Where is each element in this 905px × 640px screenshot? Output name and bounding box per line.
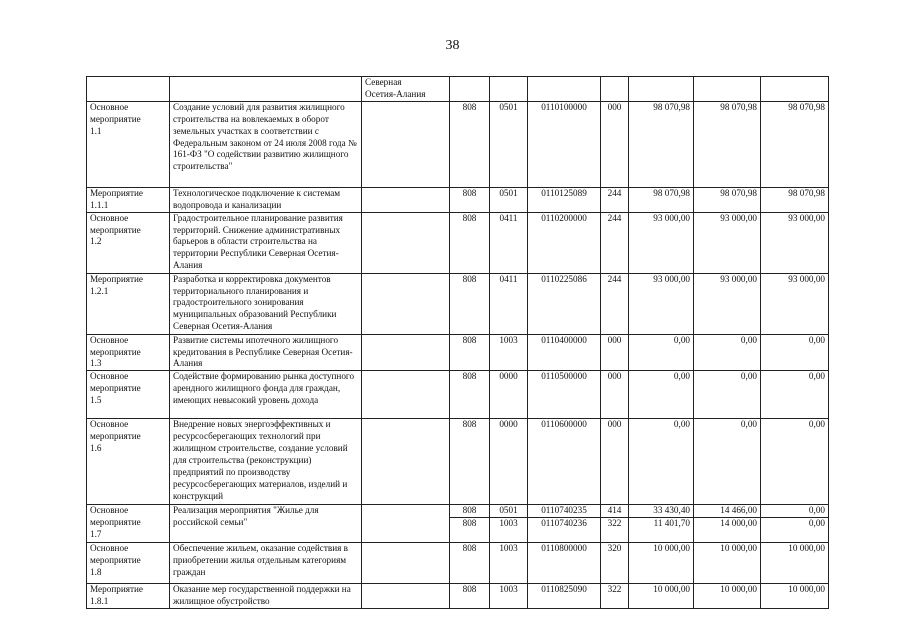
amount-year-1: 0,00 bbox=[629, 419, 694, 505]
section-code: 1003 bbox=[490, 584, 528, 609]
amount-year-2: 98 070,98 bbox=[694, 187, 761, 212]
amount-year-2: 93 000,00 bbox=[694, 212, 761, 273]
amount-year-3: 0,00 bbox=[761, 505, 829, 518]
table-row bbox=[87, 584, 829, 609]
event-title: Создание условий для развития жилищного строительства на вовлекаемых в оборот земельных участках в соответствии с Федеральным законом от 24 июля 2008 года № 161-ФЗ "О содействии развитию жилищного строительства" bbox=[170, 101, 362, 187]
target-article: 0110200000 bbox=[528, 212, 601, 273]
table-row bbox=[87, 419, 829, 505]
grbs-code: 808 bbox=[450, 334, 490, 371]
event-title: Содействие формированию рынка доступного арендного жилищного фонда для граждан, имеющих невысокий уровень дохода bbox=[170, 371, 362, 419]
executor-cell bbox=[362, 273, 450, 334]
event-code: Основное мероприятие 1.1 bbox=[87, 101, 170, 187]
target-article: 0110400000 bbox=[528, 334, 601, 371]
event-code: Основное мероприятие 1.8 bbox=[87, 543, 170, 584]
table-row bbox=[87, 273, 829, 334]
executor-cell bbox=[362, 101, 450, 187]
target-article: 0110600000 bbox=[528, 419, 601, 505]
amount-year-2: 93 000,00 bbox=[694, 273, 761, 334]
grbs-code: 808 bbox=[450, 543, 490, 584]
target-article: 0110100000 bbox=[528, 101, 601, 187]
grbs-code: 808 bbox=[450, 419, 490, 505]
expense-type: 322 bbox=[601, 584, 629, 609]
event-code: Основное мероприятие 1.5 bbox=[87, 371, 170, 419]
amount-year-2: 10 000,00 bbox=[694, 584, 761, 609]
target-article: 0110225086 bbox=[528, 273, 601, 334]
event-code: Основное мероприятие 1.6 bbox=[87, 419, 170, 505]
amount-year-1: 98 070,98 bbox=[629, 101, 694, 187]
executor-cell bbox=[362, 371, 450, 419]
amount-year-3: 0,00 bbox=[761, 419, 829, 505]
section-code: 0411 bbox=[490, 212, 528, 273]
table-row bbox=[87, 371, 829, 419]
event-title: Разработка и корректировка документов территориального планирования и градостроительного зонирования муниципальных образований Республики Северная Осетия-Алания bbox=[170, 273, 362, 334]
amount-year-1: 0,00 bbox=[629, 371, 694, 419]
amount-year-3: 10 000,00 bbox=[761, 543, 829, 584]
table-row bbox=[87, 212, 829, 273]
amount-year-3: 93 000,00 bbox=[761, 212, 829, 273]
section-code: 0501 bbox=[490, 101, 528, 187]
target-article: 0110800000 bbox=[528, 543, 601, 584]
amount-year-1: 10 000,00 bbox=[629, 584, 694, 609]
amount-year-3: 93 000,00 bbox=[761, 273, 829, 334]
grbs-code: 808 bbox=[450, 101, 490, 187]
event-title: Развитие системы ипотечного жилищного кредитования в Республике Северная Осетия-Алания bbox=[170, 334, 362, 371]
executor-cell bbox=[362, 419, 450, 505]
section-code: 0000 bbox=[490, 419, 528, 505]
event-code: Мероприятие 1.1.1 bbox=[87, 187, 170, 212]
section-code: 0000 bbox=[490, 371, 528, 419]
amount-year-2: 14 000,00 bbox=[694, 518, 761, 543]
amount-year-3: 0,00 bbox=[761, 371, 829, 419]
executor-cell bbox=[362, 505, 450, 543]
amount-year-1: 10 000,00 bbox=[629, 543, 694, 584]
expense-type: 320 bbox=[601, 543, 629, 584]
expense-type: 244 bbox=[601, 187, 629, 212]
executor-note: Северная Осетия-Алания bbox=[362, 77, 450, 102]
amount-year-2: 98 070,98 bbox=[694, 101, 761, 187]
grbs-code: 808 bbox=[450, 371, 490, 419]
section-code: 0501 bbox=[490, 187, 528, 212]
section-code: 1003 bbox=[490, 543, 528, 584]
executor-cell bbox=[362, 334, 450, 371]
amount-year-3: 0,00 bbox=[761, 334, 829, 371]
table-row bbox=[87, 505, 829, 518]
event-title: Технологическое подключение к системам водопровода и канализации bbox=[170, 187, 362, 212]
table-row bbox=[87, 334, 829, 371]
grbs-code: 808 bbox=[450, 584, 490, 609]
event-code: Основное мероприятие 1.2 bbox=[87, 212, 170, 273]
executor-cell bbox=[362, 584, 450, 609]
amount-year-1: 93 000,00 bbox=[629, 273, 694, 334]
table-row bbox=[87, 187, 829, 212]
expense-type: 000 bbox=[601, 419, 629, 505]
expense-type: 000 bbox=[601, 101, 629, 187]
grbs-code: 808 bbox=[450, 187, 490, 212]
event-title: Оказание мер государственной поддержки на жилищное обустройство bbox=[170, 584, 362, 609]
amount-year-2: 0,00 bbox=[694, 419, 761, 505]
amount-year-1: 0,00 bbox=[629, 334, 694, 371]
event-title: Обеспечение жильем, оказание содействия в приобретении жилья отдельным категориям граждан bbox=[170, 543, 362, 584]
event-code: Основное мероприятие 1.7 bbox=[87, 505, 170, 543]
amount-year-1: 33 430,40 bbox=[629, 505, 694, 518]
event-code: Мероприятие 1.2.1 bbox=[87, 273, 170, 334]
target-article: 0110500000 bbox=[528, 371, 601, 419]
amount-year-1: 93 000,00 bbox=[629, 212, 694, 273]
grbs-code: 808 bbox=[450, 505, 490, 518]
target-article: 0110825090 bbox=[528, 584, 601, 609]
expense-type: 244 bbox=[601, 273, 629, 334]
table-row bbox=[87, 101, 829, 187]
amount-year-3: 10 000,00 bbox=[761, 584, 829, 609]
event-code: Мероприятие 1.8.1 bbox=[87, 584, 170, 609]
target-article: 0110740236 bbox=[528, 518, 601, 543]
amount-year-1: 98 070,98 bbox=[629, 187, 694, 212]
executor-cell bbox=[362, 543, 450, 584]
target-article: 0110125089 bbox=[528, 187, 601, 212]
expense-type: 000 bbox=[601, 371, 629, 419]
section-code: 1003 bbox=[490, 518, 528, 543]
amount-year-2: 14 466,00 bbox=[694, 505, 761, 518]
expense-type: 000 bbox=[601, 334, 629, 371]
executor-cell bbox=[362, 187, 450, 212]
amount-year-3: 98 070,98 bbox=[761, 101, 829, 187]
amount-year-1: 11 401,70 bbox=[629, 518, 694, 543]
header-row bbox=[87, 77, 829, 102]
section-code: 0501 bbox=[490, 505, 528, 518]
event-title: Реализация мероприятия "Жилье для российской семьи" bbox=[170, 505, 362, 543]
grbs-code: 808 bbox=[450, 518, 490, 543]
budget-table bbox=[86, 76, 829, 609]
expense-type: 244 bbox=[601, 212, 629, 273]
amount-year-2: 0,00 bbox=[694, 371, 761, 419]
executor-cell bbox=[362, 212, 450, 273]
amount-year-3: 0,00 bbox=[761, 518, 829, 543]
expense-type: 414 bbox=[601, 505, 629, 518]
table-row bbox=[87, 543, 829, 584]
grbs-code: 808 bbox=[450, 212, 490, 273]
section-code: 0411 bbox=[490, 273, 528, 334]
grbs-code: 808 bbox=[450, 273, 490, 334]
event-title: Градостроительное планирование развития территорий. Снижение административных барьеров в области строительства на территории Республики Северная Осетия-Алания bbox=[170, 212, 362, 273]
event-title: Внедрение новых энергоэффективных и ресурсосберегающих технологий при жилищном строительстве, создание условий для строительства (реконструкции) предприятий по производству ресурсосберегающих материалов, изделий и конструкций bbox=[170, 419, 362, 505]
section-code: 1003 bbox=[490, 334, 528, 371]
amount-year-2: 10 000,00 bbox=[694, 543, 761, 584]
amount-year-3: 98 070,98 bbox=[761, 187, 829, 212]
event-code: Основное мероприятие 1.3 bbox=[87, 334, 170, 371]
page-number: 38 bbox=[445, 38, 460, 53]
target-article: 0110740235 bbox=[528, 505, 601, 518]
expense-type: 322 bbox=[601, 518, 629, 543]
amount-year-2: 0,00 bbox=[694, 334, 761, 371]
